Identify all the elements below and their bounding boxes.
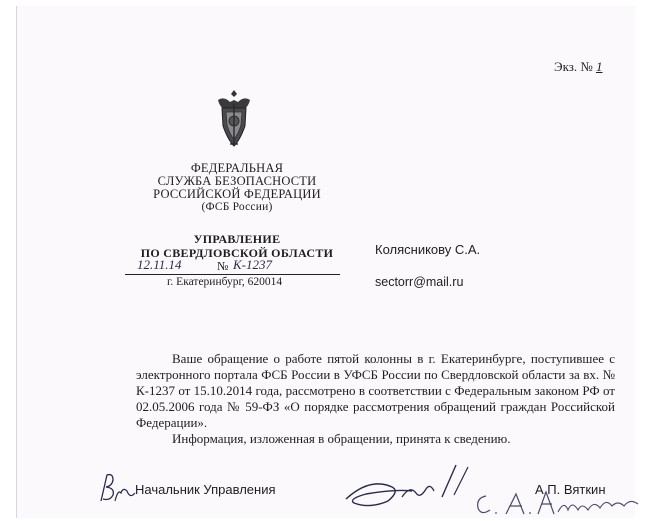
agency-name-line-3: РОССИЙСКОЙ ФЕДЕРАЦИИ	[153, 187, 321, 201]
body-paragraph-1: Ваше обращение о работе пятой колонны в г. Екатеринбурге, поступившее с электронного портала ФСБ России в УФСБ России по Свердловской области за вх. № К-1237 от 15.10.2014 года, рассмотрено в соответствии с Федеральным законом РФ от 02.05.2006 года № 59-ФЗ «О порядке рассмотрения обращений граждан Российской Федерации».	[136, 351, 615, 430]
agency-name-line-2: СЛУЖБА БЕЗОПАСНОСТИ	[157, 174, 317, 188]
fsb-emblem-icon	[212, 88, 256, 150]
agency-abbreviation: (ФСБ России)	[201, 201, 273, 213]
copy-label: Экз. №	[554, 59, 593, 74]
letter-body	[136, 351, 615, 447]
signer-name: А.П. Вяткин	[535, 482, 606, 497]
department-line-1: УПРАВЛЕНИЕ	[193, 232, 281, 246]
registration-date: 12.11.14	[137, 257, 182, 272]
letter-sheet	[16, 6, 635, 518]
director-signature	[340, 461, 475, 513]
recipient-name: Колясникову С.А.	[375, 242, 481, 257]
copy-number	[554, 59, 603, 75]
department-line-2: ПО СВЕРДЛОВСКОЙ ОБЛАСТИ	[140, 246, 334, 260]
registration-number: К-1237	[233, 257, 272, 272]
executor-handwriting	[472, 484, 647, 520]
registration-number-label: №	[217, 259, 229, 273]
registration-line	[125, 259, 340, 275]
recipient-email: sectorr@mail.ru	[375, 275, 464, 289]
agency-name-line-1: ФЕДЕРАЛЬНАЯ	[190, 161, 284, 175]
signer-title: Начальник Управления	[135, 482, 276, 497]
sender-address: г. Екатеринбург, 620014	[167, 276, 283, 288]
handwritten-initials	[97, 471, 137, 506]
copy-number-value: 1	[596, 59, 603, 74]
body-paragraph-2: Информация, изложенная в обращении, принята к сведению.	[172, 431, 511, 446]
